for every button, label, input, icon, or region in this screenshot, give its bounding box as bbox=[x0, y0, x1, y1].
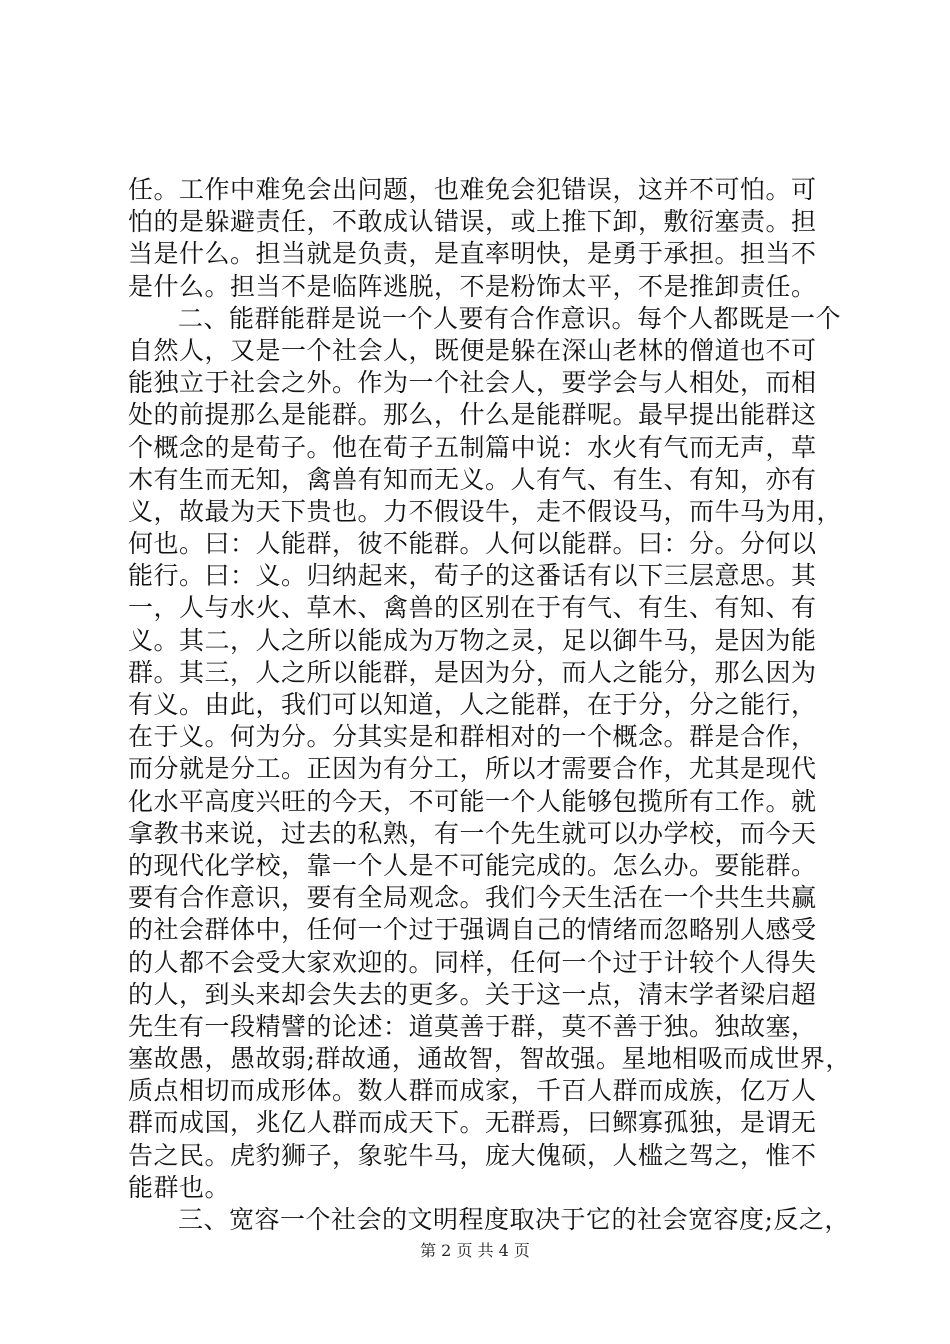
text-line: 能独立于社会之外。作为一个社会人，要学会与人相处，而相 bbox=[128, 368, 817, 398]
text-line: 是什么。担当不是临阵逃脱，不是粉饰太平，不是推卸责任。 bbox=[128, 271, 817, 301]
page-footer: 第 2 页 共 4 页 bbox=[420, 1241, 530, 1260]
text-line: 义，故最为天下贵也。力不假设牛，走不假设马，而牛马为用， bbox=[128, 496, 843, 526]
text-line: 先生有一段精譬的论述：道莫善于群，莫不善于独。独故塞， bbox=[128, 1011, 817, 1041]
text-line: 当是什么。担当就是负责，是直率明快，是勇于承担。担当不 bbox=[128, 239, 817, 269]
text-line: 的社会群体中，任何一个过于强调自己的情绪而忽略别人感受 bbox=[128, 915, 817, 945]
text-line: 自然人，又是一个社会人，既便是躲在深山老林的僧道也不可 bbox=[128, 335, 817, 365]
text-line: 塞故愚，愚故弱;群故通，通故智，智故强。星地相吸而成世界， bbox=[128, 1044, 851, 1074]
text-line: 拿教书来说，过去的私熟，有一个先生就可以办学校，而今天 bbox=[128, 818, 817, 848]
text-line: 义。其二，人之所以能成为万物之灵，足以御牛马，是因为能 bbox=[128, 625, 817, 655]
text-line: 一，人与水火、草木、禽兽的区别在于有气、有生、有知、有 bbox=[128, 593, 817, 623]
text-line: 二、能群能群是说一个人要有合作意识。每个人都既是一个 bbox=[178, 303, 842, 333]
body-text bbox=[128, 174, 851, 1236]
text-line: 的人都不会受大家欢迎的。同样，任何一个过于计较个人得失 bbox=[128, 947, 817, 977]
text-line: 三、宽容一个社会的文明程度取决于它的社会宽容度;反之， bbox=[178, 1205, 850, 1234]
text-line: 在于义。何为分。分其实是和群相对的一个概念。群是合作， bbox=[128, 722, 817, 752]
text-line: 木有生而无知，禽兽有知而无义。人有气、有生、有知，亦有 bbox=[128, 464, 817, 494]
text-line: 告之民。虎豹狮子，象驼牛马，庞大傀硕，人槛之驾之，惟不 bbox=[128, 1140, 817, 1170]
text-line: 的现代化学校，靠一个人是不可能完成的。怎么办。要能群。 bbox=[128, 850, 817, 880]
text-line: 处的前提那么是能群。那么，什么是能群呢。最早提出能群这 bbox=[128, 400, 817, 430]
text-line: 而分就是分工。正因为有分工，所以才需要合作，尤其是现代 bbox=[128, 754, 817, 784]
text-line: 能行。曰：义。归纳起来，荀子的这番话有以下三层意思。其 bbox=[128, 561, 817, 591]
text-line: 何也。曰：人能群，彼不能群。人何以能群。曰：分。分何以 bbox=[128, 529, 817, 559]
text-line: 任。工作中难免会出问题，也难免会犯错误，这并不可怕。可 bbox=[128, 175, 817, 204]
text-line: 群而成国，兆亿人群而成天下。无群焉，曰鳏寡孤独，是谓无 bbox=[128, 1108, 817, 1138]
text-line: 的人，到头来却会失去的更多。关于这一点，清末学者梁启超 bbox=[128, 979, 817, 1009]
text-line: 群。其三，人之所以能群，是因为分，而人之能分，那么因为 bbox=[128, 657, 817, 687]
text-line: 个概念的是荀子。他在荀子五制篇中说：水火有气而无声，草 bbox=[128, 432, 817, 462]
text-line: 化水平高度兴旺的今天，不可能一个人能够包揽所有工作。就 bbox=[128, 786, 817, 816]
text-line: 要有合作意识，要有全局观念。我们今天生活在一个共生共赢 bbox=[128, 883, 817, 913]
text-line: 质点相切而成形体。数人群而成家，千百人群而成族，亿万人 bbox=[128, 1076, 817, 1106]
text-line: 能群也。 bbox=[128, 1172, 231, 1202]
text-line: 有义。由此，我们可以知道，人之能群，在于分，分之能行， bbox=[128, 690, 817, 719]
text-line: 怕的是躲避责任，不敢成认错误，或上推下卸，敷衍塞责。担 bbox=[128, 207, 817, 237]
